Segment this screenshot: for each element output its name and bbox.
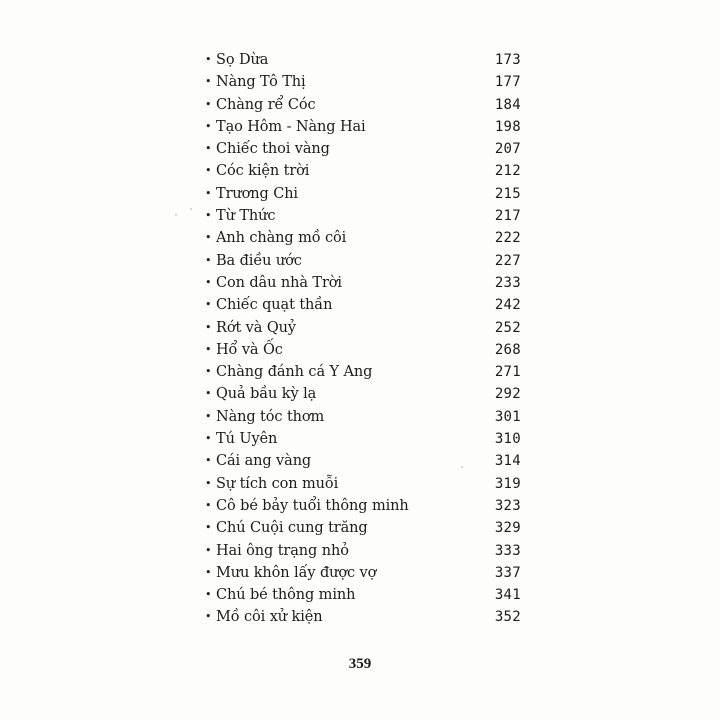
entry-page-number: 301: [494, 408, 521, 425]
entry-page-number: 314: [494, 453, 521, 470]
bullet-icon: •: [205, 53, 212, 66]
toc-entry: [205, 495, 521, 517]
bullet-icon: •: [205, 521, 212, 535]
entry-page-number: 252: [494, 319, 521, 336]
entry-title: Ba điều ước: [216, 252, 302, 269]
entry-page-number: 352: [494, 609, 521, 626]
entry-title: Chiếc thoi vàng: [216, 141, 330, 158]
bullet-icon: •: [205, 186, 212, 200]
page-number: 359: [348, 656, 372, 672]
toc-entry: [205, 250, 521, 272]
entry-page-number: 333: [494, 542, 521, 559]
entry-page-number: 323: [494, 497, 521, 514]
entry-page-number: 271: [494, 364, 521, 381]
entry-page-number: 268: [494, 341, 521, 358]
bullet-icon: •: [205, 253, 212, 267]
bullet-icon: •: [205, 164, 212, 178]
toc-entry: [205, 227, 521, 249]
entry-page-number: 215: [494, 185, 521, 202]
entry-title: Chú Cuội cung trăng: [216, 520, 368, 537]
bullet-icon: •: [205, 476, 212, 490]
entry-page-number: 222: [494, 230, 521, 247]
bullet-icon: •: [205, 75, 212, 89]
entry-page-number: 242: [494, 297, 521, 314]
entry-page-number: 198: [494, 118, 521, 135]
entry-page-number: 329: [494, 520, 521, 537]
toc-entry: [205, 428, 521, 450]
bullet-icon: •: [205, 432, 212, 446]
entry-title: Nàng Tô Thị: [216, 74, 306, 91]
toc-entry: [205, 584, 521, 606]
entry-title: Cô bé bảy tuổi thông minh: [216, 497, 409, 514]
bullet-icon: •: [205, 588, 212, 602]
bullet-icon: •: [205, 231, 212, 245]
bullet-icon: •: [205, 565, 212, 579]
entry-title: Rớt và Quỷ: [216, 319, 296, 336]
toc-entry: [205, 71, 521, 93]
entry-title: Chàng rể Cóc: [216, 96, 316, 113]
bullet-icon: •: [205, 498, 212, 512]
entry-title: Chú bé thông minh: [216, 587, 356, 604]
bullet-icon: •: [205, 119, 212, 133]
toc-entry: [205, 272, 521, 294]
toc-entry: [205, 138, 521, 160]
toc-entry: [205, 562, 521, 584]
scan-speck: [175, 214, 177, 216]
toc-entry: [205, 160, 521, 182]
entry-title: Hai ông trạng nhỏ: [216, 542, 349, 559]
entry-title: Cóc kiện trời: [216, 163, 310, 180]
toc-entry: [205, 205, 521, 227]
scan-speck: [461, 466, 463, 468]
bullet-icon: •: [205, 543, 212, 557]
entry-title: Từ Thức: [216, 208, 276, 225]
toc-entry: [205, 383, 521, 405]
entry-title: Tú Uyên: [216, 431, 278, 448]
scan-speck: [190, 208, 192, 210]
toc-entry: [205, 361, 521, 383]
toc-entry: [205, 49, 521, 71]
entry-title: Nàng tóc thơm: [216, 408, 325, 425]
entry-title: Mồ côi xử kiện: [216, 609, 323, 626]
bullet-icon: •: [205, 610, 212, 624]
toc-entry: [205, 450, 521, 472]
entry-title: Chàng đánh cá Y Ang: [216, 364, 373, 381]
bullet-icon: •: [205, 209, 212, 223]
entry-page-number: 217: [494, 208, 521, 225]
bullet-icon: •: [205, 342, 212, 356]
bullet-icon: •: [205, 409, 212, 423]
toc-entry: [205, 339, 521, 361]
entry-page-number: 319: [494, 475, 521, 492]
toc-entry: [205, 116, 521, 138]
toc-entry: [205, 406, 521, 428]
entry-title: Chiếc quạt thần: [216, 297, 333, 314]
entry-page-number: 173: [494, 52, 521, 68]
bullet-icon: •: [205, 142, 212, 156]
entry-title: Mưu khôn lấy được vợ: [216, 564, 377, 581]
toc-entry: [205, 473, 521, 495]
toc-entry: [205, 94, 521, 116]
entry-page-number: 184: [494, 96, 521, 113]
entry-title: Trương Chi: [216, 185, 298, 202]
entry-page-number: 207: [494, 141, 521, 158]
toc-entry: [205, 606, 521, 628]
entry-title: Con dâu nhà Trời: [216, 274, 342, 291]
bullet-icon: •: [205, 387, 212, 401]
entry-title: Cái ang vàng: [216, 453, 312, 470]
entry-title: Sự tích con muỗi: [216, 475, 339, 492]
entry-page-number: 177: [494, 74, 521, 91]
toc-entry: [205, 294, 521, 316]
entry-page-number: 341: [494, 587, 521, 604]
entry-title: Hổ và Ốc: [216, 341, 283, 358]
bullet-icon: •: [205, 320, 212, 334]
toc-entry: [205, 317, 521, 339]
bullet-icon: •: [205, 97, 212, 111]
bullet-icon: •: [205, 298, 212, 312]
toc-entry: [205, 183, 521, 205]
table-of-contents: [205, 49, 521, 629]
bullet-icon: •: [205, 365, 212, 379]
entry-page-number: 233: [494, 274, 521, 291]
toc-entry: [205, 517, 521, 539]
entry-title: Anh chàng mồ côi: [216, 230, 347, 247]
entry-title: Sọ Dừa: [216, 52, 269, 68]
entry-title: Quả bầu kỳ lạ: [216, 386, 317, 403]
entry-page-number: 337: [494, 564, 521, 581]
toc-entry: [205, 540, 521, 562]
entry-title: Tạo Hôm - Nàng Hai: [216, 118, 366, 135]
entry-page-number: 212: [494, 163, 521, 180]
entry-page-number: 292: [494, 386, 521, 403]
bullet-icon: •: [205, 275, 212, 289]
bullet-icon: •: [205, 454, 212, 468]
entry-page-number: 310: [494, 431, 521, 448]
entry-page-number: 227: [494, 252, 521, 269]
